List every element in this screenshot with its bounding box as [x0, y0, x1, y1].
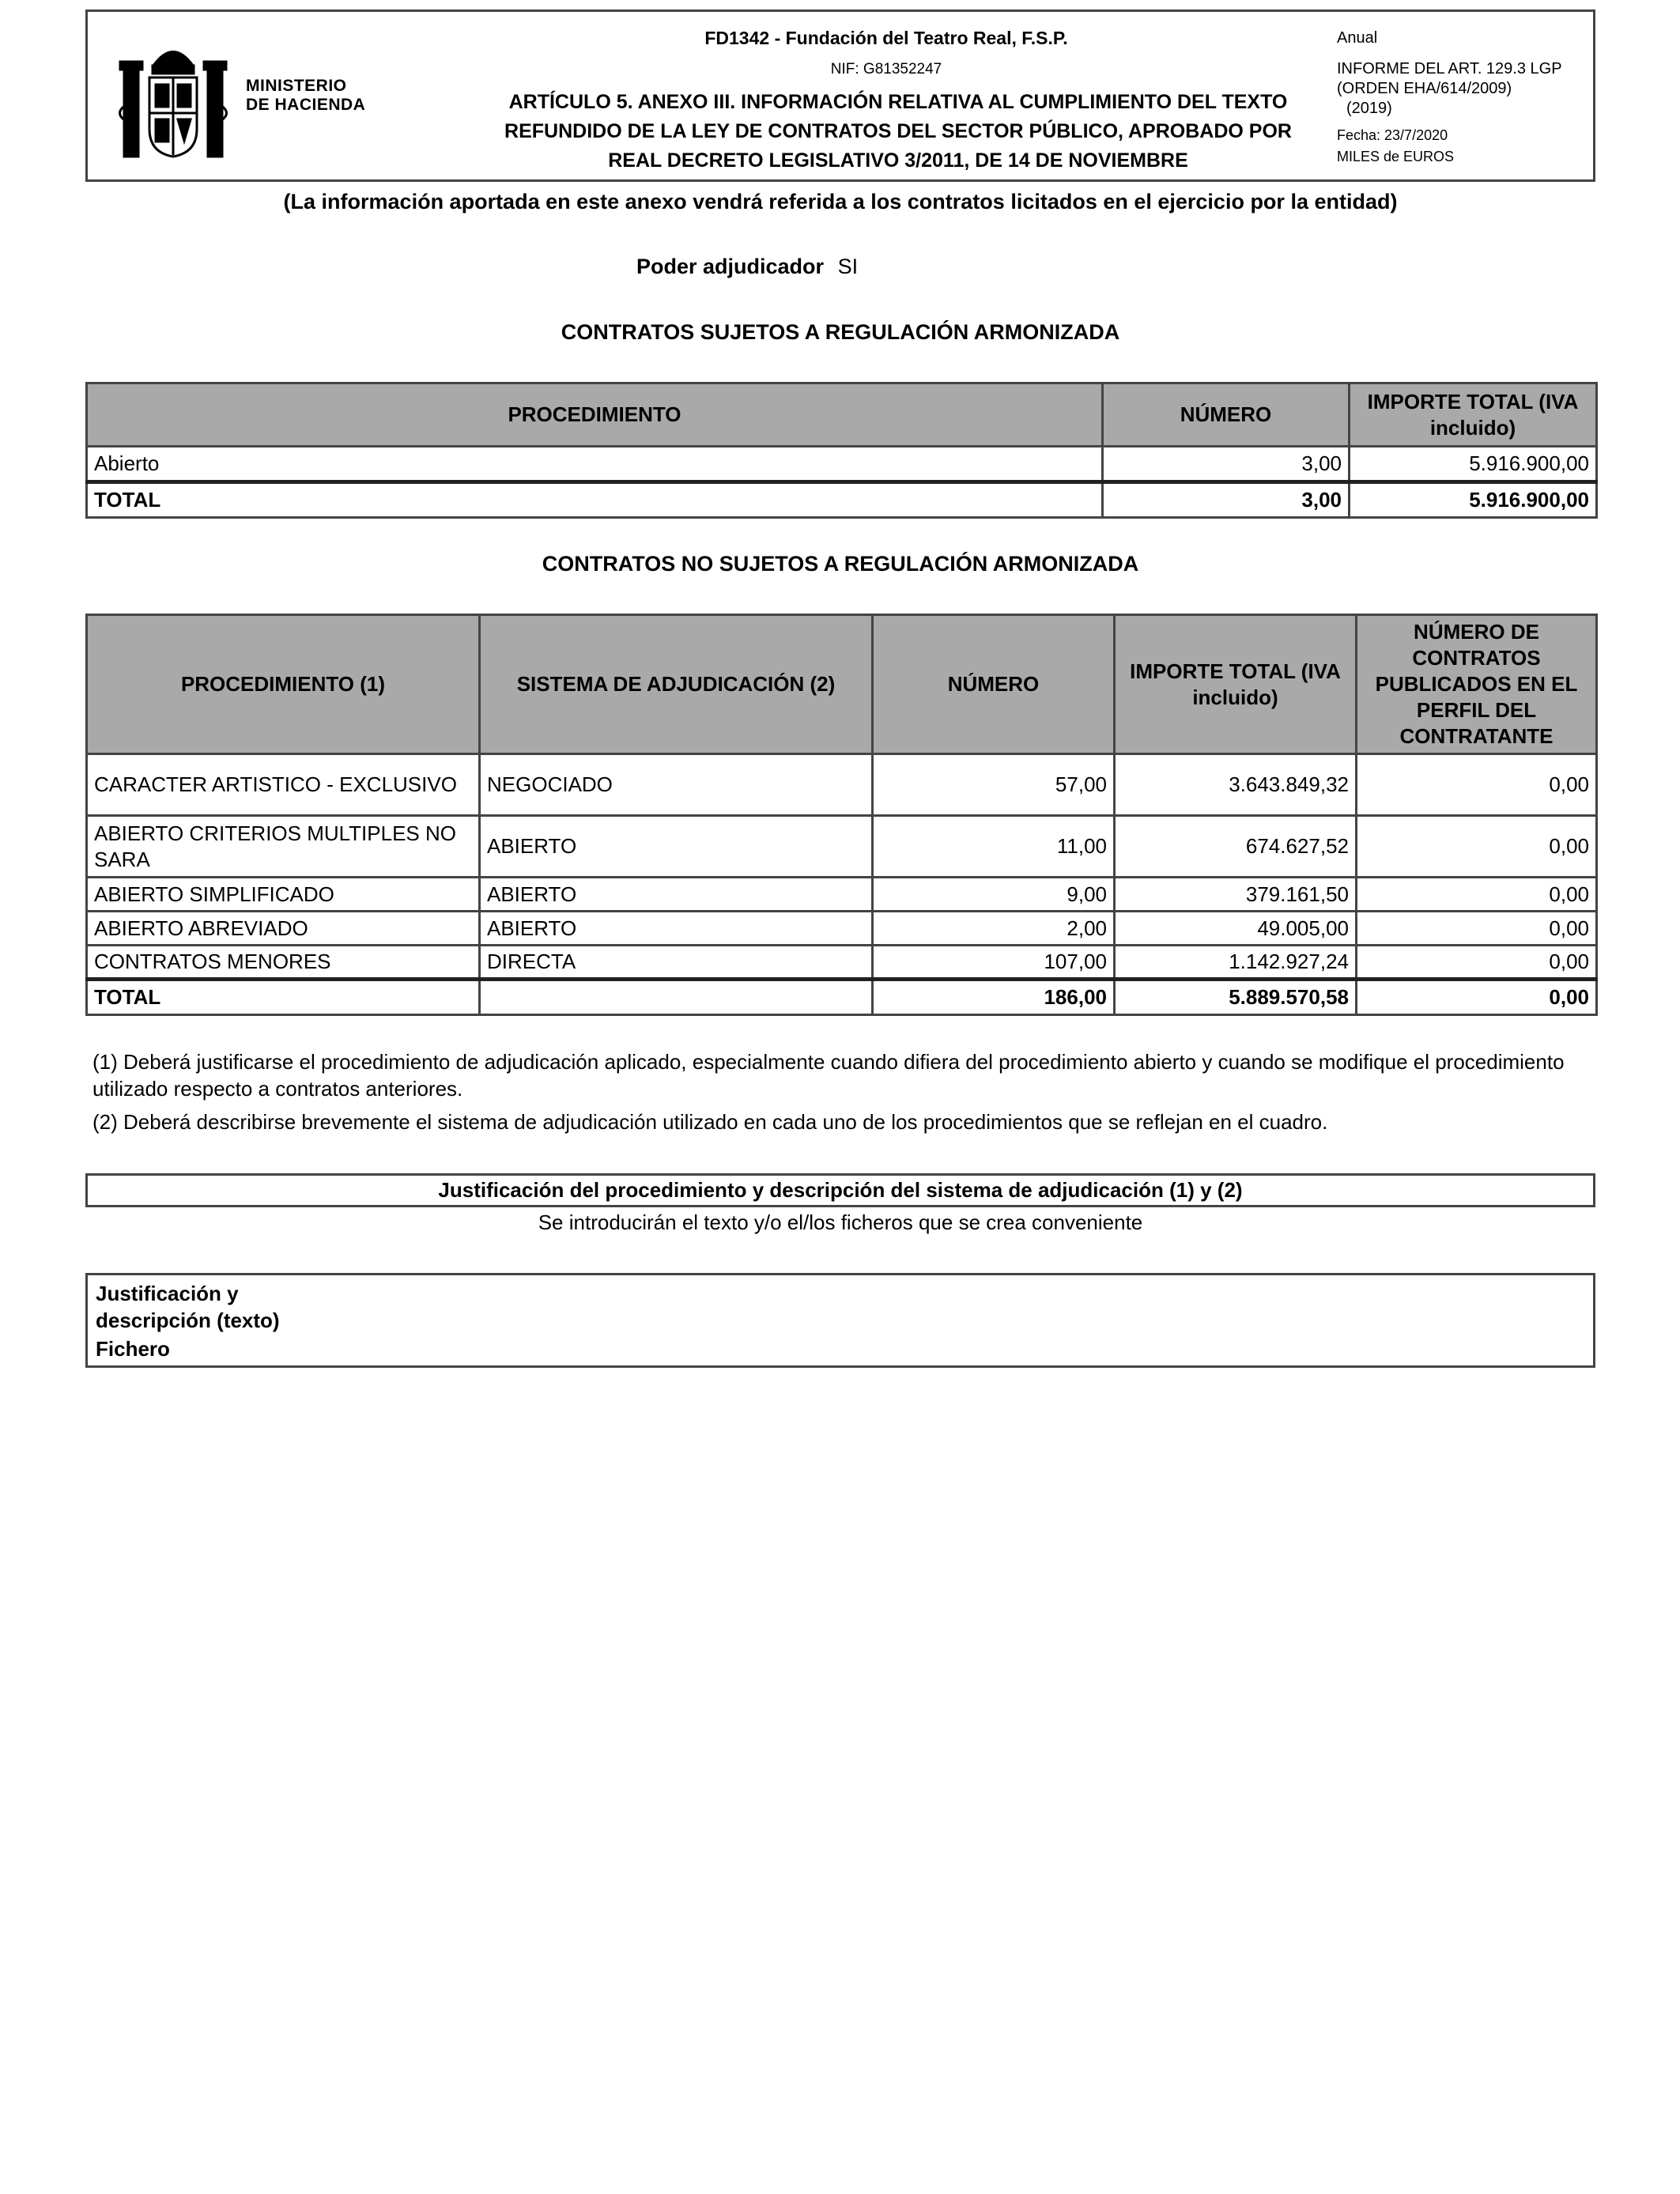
no-armonizada-table	[85, 614, 1598, 1016]
title-line: REAL DECRETO LEGISLATIVO 3/2011, DE 14 DE NOVIEMBRE	[608, 149, 1188, 172]
table-row	[87, 754, 1597, 816]
cell: 3,00	[1103, 482, 1350, 518]
cell: 3.643.849,32	[1115, 754, 1357, 816]
ministry-name	[246, 77, 365, 115]
report-line3: (2019)	[1346, 100, 1392, 117]
cell: 57,00	[873, 754, 1115, 816]
table-row	[87, 447, 1597, 482]
title-line: REFUNDIDO DE LA LEY DE CONTRATOS DEL SECTOR PÚBLICO, APROBADO POR	[504, 120, 1292, 142]
cell: 5.889.570,58	[1115, 980, 1357, 1015]
justification-title: Justificación del procedimiento y descripción del sistema de adjudicación (1) y (2)	[85, 1173, 1595, 1207]
table-header-row	[87, 383, 1597, 447]
justification-file-label: Fichero	[96, 1337, 170, 1361]
table-row	[87, 816, 1597, 878]
cell: 674.627,52	[1115, 816, 1357, 878]
cell: NEGOCIADO	[480, 754, 873, 816]
table-header-row	[87, 615, 1597, 754]
cell: 0,00	[1357, 946, 1597, 980]
cell: ABIERTO CRITERIOS MULTIPLES NO SARA	[87, 816, 480, 878]
cell: 49.005,00	[1115, 912, 1357, 946]
cell: 11,00	[873, 816, 1115, 878]
justification-fields	[85, 1273, 1595, 1368]
report-line2: (ORDEN EHA/614/2009)	[1337, 80, 1512, 97]
cell: 1.142.927,24	[1115, 946, 1357, 980]
table-row	[87, 878, 1597, 912]
col-header: PROCEDIMIENTO (1)	[87, 615, 480, 754]
armonizada-title: CONTRATOS SUJETOS A REGULACIÓN ARMONIZADA	[561, 320, 1120, 344]
cell: TOTAL	[87, 980, 480, 1015]
report-date: Fecha: 23/7/2020	[1337, 127, 1448, 143]
cell: ABIERTO SIMPLIFICADO	[87, 878, 480, 912]
col-header: IMPORTE TOTAL (IVA incluido)	[1350, 383, 1597, 447]
note-2: (2) Deberá describirse brevemente el sistema de adjudicación utilizado en cada uno de los procedimientos que se reflejan en el cuadro.	[92, 1110, 1328, 1134]
cell: 0,00	[1357, 754, 1597, 816]
justification-text-label	[96, 1280, 280, 1334]
cell: CONTRATOS MENORES	[87, 946, 480, 980]
cell: 0,00	[1357, 980, 1597, 1015]
cell: 0,00	[1357, 912, 1597, 946]
cell: 3,00	[1103, 447, 1350, 482]
total-row	[87, 980, 1597, 1015]
table-row	[87, 946, 1597, 980]
note-1: (1) Deberá justificarse el procedimiento de adjudicación aplicado, especialmente cuando difiera del procedimiento abierto y cuando se modifique el procedimiento utilizado respecto a contratos anteriores.	[92, 1050, 1565, 1101]
label-line: Justificación y	[96, 1282, 239, 1305]
report-line1: INFORME DEL ART. 129.3 LGP	[1337, 60, 1562, 77]
ministry-line1: MINISTERIO	[246, 77, 347, 95]
cell: 5.916.900,00	[1350, 447, 1597, 482]
cell: CARACTER ARTISTICO - EXCLUSIVO	[87, 754, 480, 816]
cell: 0,00	[1357, 816, 1597, 878]
cell: TOTAL	[87, 482, 1103, 518]
armonizada-table	[85, 382, 1598, 519]
justification-subtitle: Se introducirán el texto y/o el/los ficheros que se crea conveniente	[538, 1210, 1143, 1234]
col-header: PROCEDIMIENTO	[87, 383, 1103, 447]
col-header: IMPORTE TOTAL (IVA incluido)	[1115, 615, 1357, 754]
coat-of-arms-logo	[118, 34, 228, 164]
col-header: NÚMERO DE CONTRATOS PUBLICADOS EN EL PERFIL DEL CONTRATANTE	[1357, 615, 1597, 754]
cell: 0,00	[1357, 878, 1597, 912]
cell: 379.161,50	[1115, 878, 1357, 912]
document-title	[451, 88, 1345, 176]
col-header: SISTEMA DE ADJUDICACIÓN (2)	[480, 615, 873, 754]
col-header: NÚMERO	[1103, 383, 1350, 447]
intro-text: (La información aportada en este anexo vendrá referida a los contratos licitados en el ejercicio por la entidad)	[283, 190, 1398, 213]
report-reference	[1337, 59, 1562, 119]
total-row	[87, 482, 1597, 518]
cell	[480, 980, 873, 1015]
no-armonizada-title: CONTRATOS NO SUJETOS A REGULACIÓN ARMONIZADA	[542, 552, 1139, 576]
cell: 186,00	[873, 980, 1115, 1015]
periodicity: Anual	[1337, 29, 1378, 47]
title-line: ARTÍCULO 5. ANEXO III. INFORMACIÓN RELATIVA AL CUMPLIMIENTO DEL TEXTO	[508, 91, 1288, 113]
header-box	[85, 9, 1595, 182]
cell: ABIERTO	[480, 816, 873, 878]
poder-adjudicador	[636, 255, 858, 279]
entity-nif: NIF: G81352247	[830, 61, 942, 77]
report-units: MILES de EUROS	[1337, 149, 1455, 164]
col-header: NÚMERO	[873, 615, 1115, 754]
cell: ABIERTO	[480, 912, 873, 946]
poder-value: SI	[837, 255, 859, 278]
cell: DIRECTA	[480, 946, 873, 980]
cell: ABIERTO	[480, 878, 873, 912]
entity-name: FD1342 - Fundación del Teatro Real, F.S.P.	[704, 28, 1068, 48]
cell: Abierto	[87, 447, 1103, 482]
ministry-line2: DE HACIENDA	[246, 96, 366, 114]
poder-label: Poder adjudicador	[636, 255, 825, 278]
label-line: descripción (texto)	[96, 1308, 280, 1332]
cell: 9,00	[873, 878, 1115, 912]
table-row	[87, 912, 1597, 946]
cell: ABIERTO ABREVIADO	[87, 912, 480, 946]
cell: 107,00	[873, 946, 1115, 980]
cell: 2,00	[873, 912, 1115, 946]
cell: 5.916.900,00	[1350, 482, 1597, 518]
